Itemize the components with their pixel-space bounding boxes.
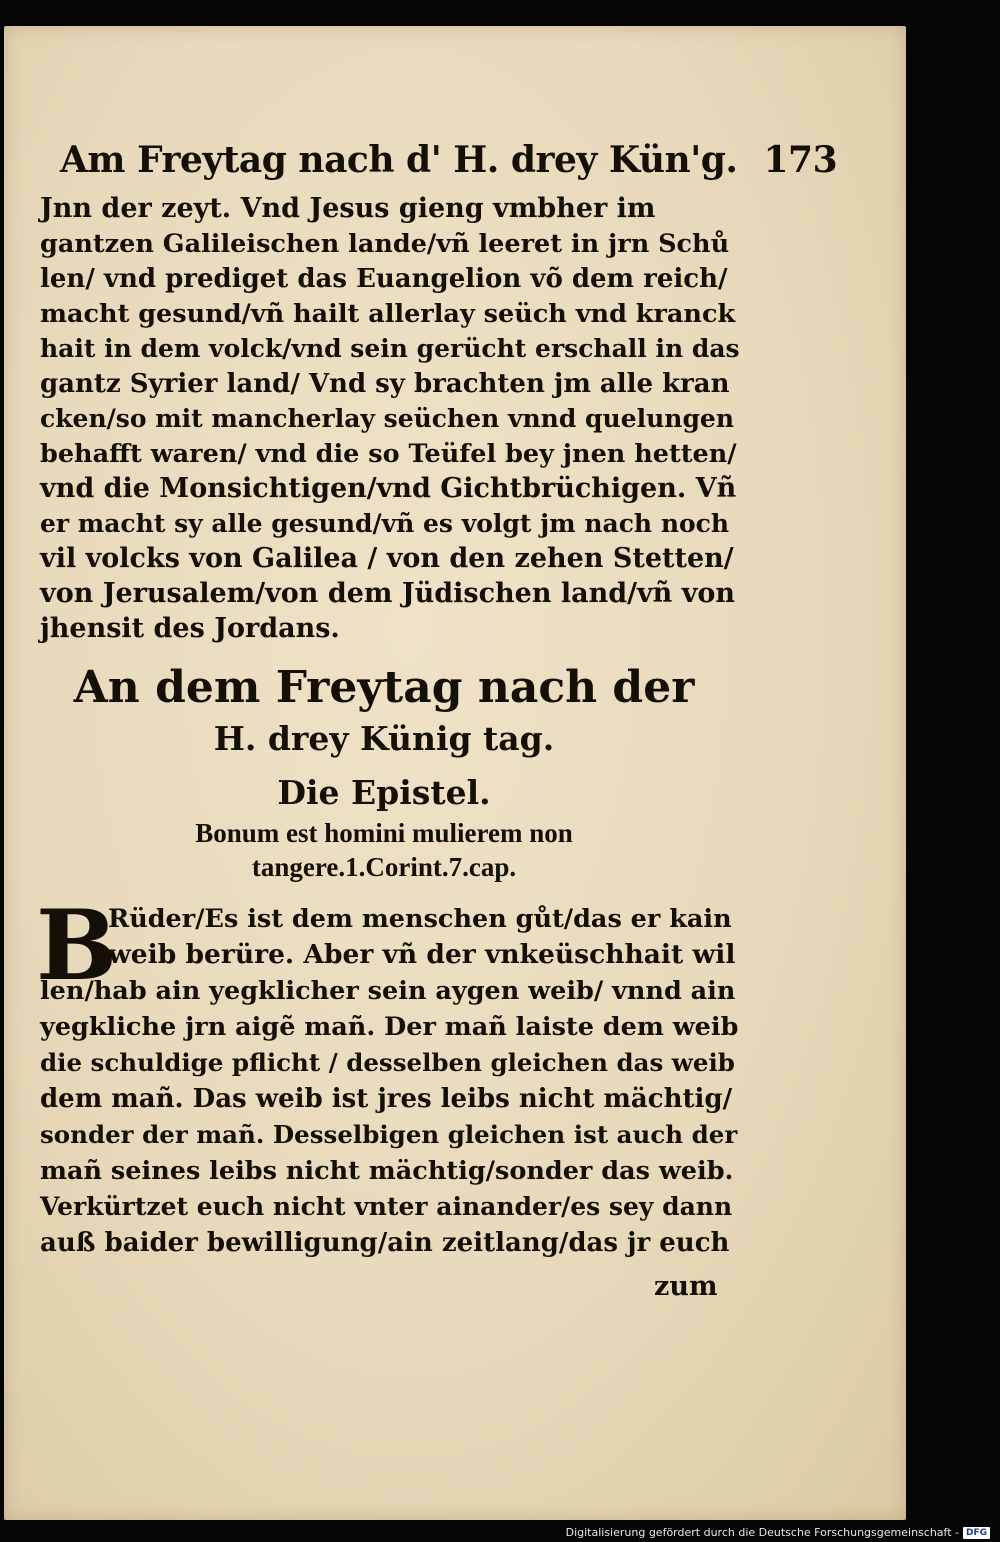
text-line: gantzen Galileischen lande/vñ leeret in jrn Schů <box>40 229 730 259</box>
text-line: von Jerusalem/von dem Jüdischen land/vñ von <box>40 578 736 609</box>
text-line: die schuldige pflicht / desselben gleichen das weib <box>40 1048 735 1077</box>
text-line: behafft waren/ vnd die so Teüfel bey jnen hetten/ <box>40 439 737 469</box>
text-line: cken/so mit mancherlay seüchen vnnd quelungen <box>40 404 735 433</box>
text-line: macht gesund/vñ hailt allerlay seüch vnd kranck <box>40 299 736 329</box>
text-line: auß baider bewilligung/ain zeitlang/das jr euch <box>40 1228 730 1258</box>
footer-credit <box>566 1526 990 1539</box>
text-line: gantz Syrier land/ Vnd sy brachten jm alle kran <box>40 369 730 399</box>
section-subtitle: Die Epistel. <box>277 773 491 812</box>
section-title: An dem Freytag nach der <box>73 662 695 713</box>
catchword: zum <box>654 1271 718 1302</box>
running-title: Am Freytag nach d' H. drey Kün'g. <box>60 139 738 181</box>
dfg-logo: DFG <box>963 1527 990 1539</box>
text-line: sonder der mañ. Desselbigen gleichen ist auch der <box>40 1120 738 1149</box>
text-line: len/ vnd prediget das Euangelion võ dem reich/ <box>40 264 728 294</box>
book-page <box>4 26 906 1520</box>
latin-citation: tangere.1.Corint.7.cap. <box>251 852 517 882</box>
text-line: Verkürtzet euch nicht vnter ainander/es sey dann <box>40 1192 733 1221</box>
text-line: mañ seines leibs nicht mächtig/sonder das weib. <box>40 1156 734 1186</box>
text-line: er macht sy alle gesund/vñ es volgt jm nach noch <box>40 509 730 538</box>
text-line: len/hab ain yegklicher sein aygen weib/ vnnd ain <box>40 976 736 1006</box>
text-line: vnd die Monsichtigen/vnd Gichtbrüchigen. Vñ <box>40 473 737 504</box>
text-line: Jnn der zeyt. Vnd Jesus gieng vmbher im <box>40 193 656 224</box>
text-line: dem mañ. Das weib ist jres leibs nicht mächtig/ <box>40 1084 733 1114</box>
latin-incipit: Bonum est homini mulierem non <box>195 818 573 848</box>
text-line: weib berüre. Aber vñ der vnkeüschhait wil <box>108 939 736 970</box>
drop-cap: B <box>36 889 118 1002</box>
running-header <box>60 138 837 182</box>
text-line: Rüder/Es ist dem menschen gůt/das er kain <box>108 904 732 934</box>
text-line: yegkliche jrn aigẽ mañ. Der mañ laiste dem weib <box>40 1012 739 1042</box>
text-line: vil volcks von Galilea / von den zehen Stetten/ <box>40 543 734 574</box>
page-number: 173 <box>763 139 838 181</box>
footer-credit-text: Digitalisierung gefördert durch die Deutsche Forschungsgemeinschaft - <box>565 1526 959 1539</box>
section-title-line2: H. drey Künig tag. <box>213 719 555 758</box>
text-line: hait in dem volck/vnd sein gerücht erschall in das <box>40 334 740 363</box>
text-line: jhensit des Jordans. <box>40 613 340 644</box>
